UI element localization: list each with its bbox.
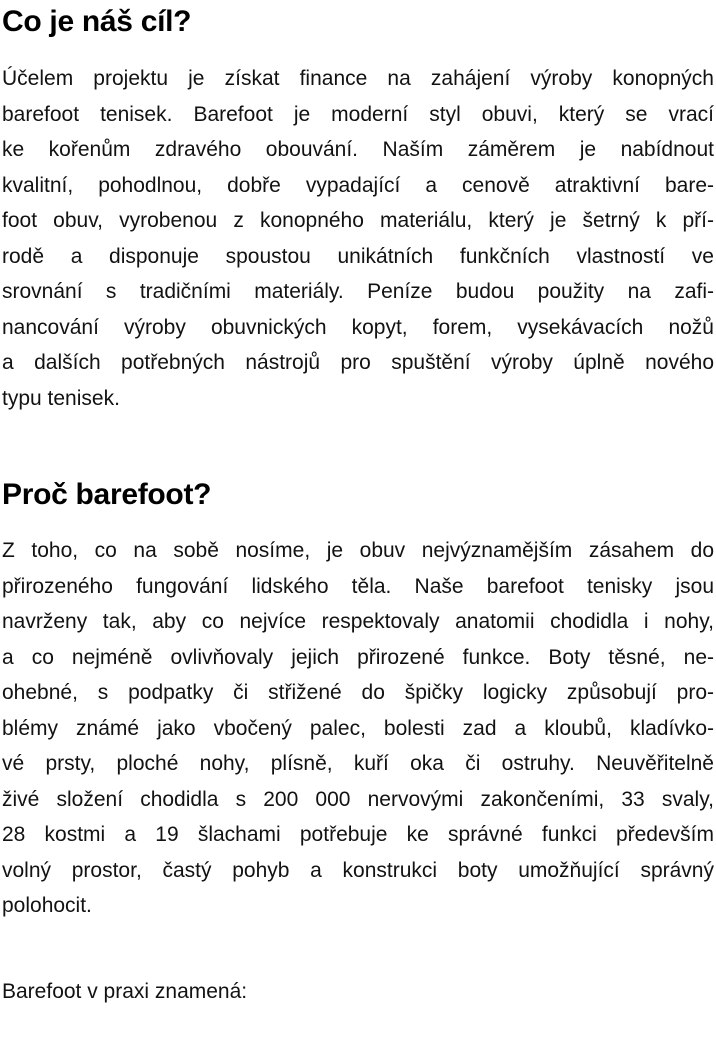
text-line: nancování výroby obuvnických kopyt, forem, vysekávacích nožů — [2, 315, 714, 339]
text-line: navrženy tak, aby co nejvíce respektovaly anatomii chodidla i nohy, — [2, 610, 714, 633]
text-line: rodě a disponuje spoustou unikátních funkčních vlastností ve — [2, 244, 714, 268]
text-line: blémy známé jako vbočený palec, bolesti zad a kloubů, kladívko- — [2, 716, 714, 740]
text-line: volný prostor, častý pohyb a konstrukci boty umožňující správný — [2, 858, 714, 882]
project-description — [0, 4, 716, 1009]
text-line: srovnání s tradičními materiály. Peníze budou použity na zafi- — [2, 280, 714, 303]
text-line: ohebné, s podpatky či střižené do špičky logicky způsobují pro- — [2, 681, 714, 704]
text-line: typu tenisek. — [2, 386, 120, 410]
text-line: 28 kostmi a 19 šlachami potřebuje ke správné funkci především — [2, 823, 714, 846]
text-line: Účelem projektu je získat finance na zahájení výroby konopných — [2, 67, 714, 90]
text-line: a co nejméně ovlivňovaly jejich přirozené funkce. Boty těsné, ne- — [2, 645, 714, 669]
text-line: vé prsty, ploché nohy, plísně, kuří oka či ostruhy. Neuvěřitelně — [2, 752, 714, 775]
text-line: Z toho, co na sobě nosíme, je obuv nejvýznamějším zásahem do — [2, 539, 714, 562]
text-line: polohocit. — [2, 894, 92, 917]
section-heading-why-barefoot: Proč barefoot? — [2, 478, 212, 511]
text-line: kvalitní, pohodlnou, dobře vypadající a cenově atraktivní bare- — [2, 173, 714, 197]
text-line: ke kořenům zdravého obouvání. Naším záměrem je nabídnout — [2, 138, 714, 161]
text-line: a dalších potřebných nástrojů pro spuštění výroby úplně nového — [2, 351, 714, 374]
paragraph-why-barefoot — [2, 533, 714, 924]
text-line: přirozeného fungování lidského těla. Naše barefoot tenisky jsou — [2, 574, 714, 598]
paragraph-goal — [2, 61, 714, 416]
text-line: barefoot tenisek. Barefoot je moderní styl obuvi, který se vrací — [2, 102, 714, 126]
section-heading-goal: Co je náš cíl? — [2, 5, 192, 38]
text-line: živé složení chodidla s 200 000 nervovými zakončeními, 33 svaly, — [2, 787, 714, 811]
text-line: foot obuv, vyrobenou z konopného materiálu, který je šetrný k pří- — [2, 209, 714, 232]
barefoot-practice-intro: Barefoot v praxi znamená: — [2, 979, 248, 1003]
